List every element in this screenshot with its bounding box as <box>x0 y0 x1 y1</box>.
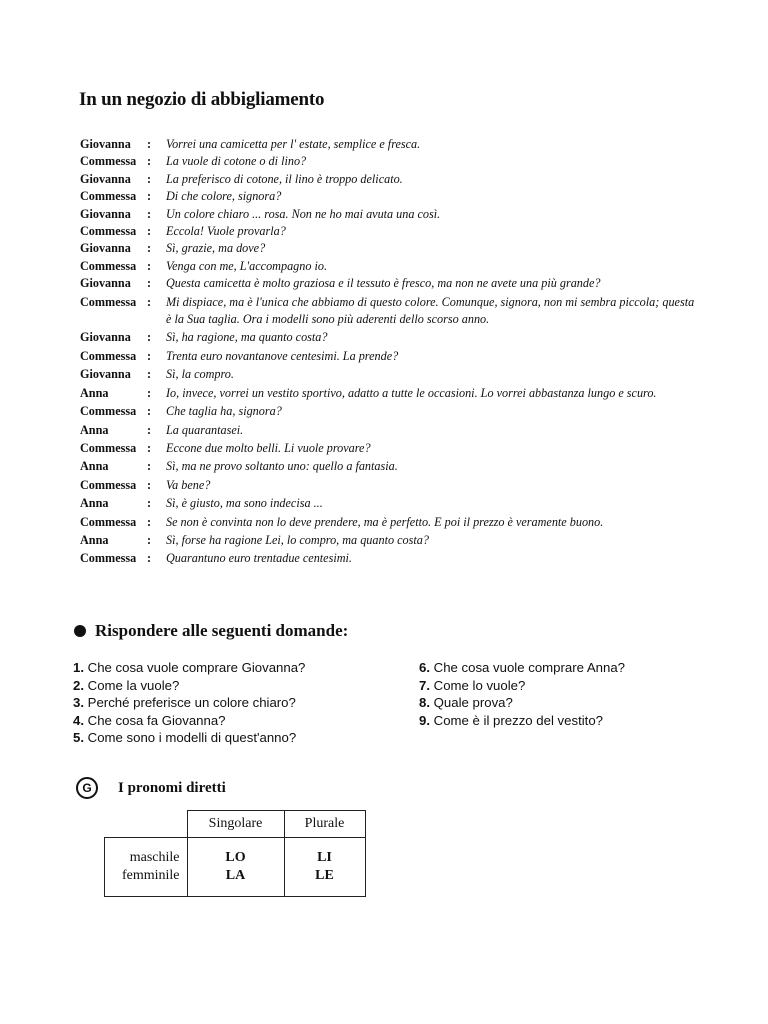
dialogue-line <box>80 240 700 257</box>
question-text: Come è il prezzo del vestito? <box>433 712 603 728</box>
speaker-separator: : <box>147 171 152 186</box>
question-item <box>73 712 305 730</box>
bullet-icon <box>74 625 86 637</box>
speaker-name: Commessa <box>80 514 137 529</box>
dialogue-line <box>80 275 700 292</box>
speaker-name: Anna <box>80 459 109 474</box>
speaker-name: Commessa <box>80 294 137 309</box>
speaker-separator: : <box>147 514 152 529</box>
speaker-name: Commessa <box>80 404 137 419</box>
dialogue-text: Eccone due molto belli. Li vuole provare? <box>166 440 371 455</box>
dialogue-line <box>80 188 700 205</box>
question-item <box>419 694 625 712</box>
speaker-name: Giovanna <box>80 137 131 151</box>
masc-plural: LI <box>317 850 332 865</box>
dialogue-text: Che taglia ha, signora? <box>166 404 282 419</box>
dialogue-text: Vorrei una camicetta per l' estate, semplice e fresca. <box>166 137 421 151</box>
speaker-name: Commessa <box>80 258 137 273</box>
dialogue-text: La quarantasei. <box>166 422 244 437</box>
question-item <box>73 729 305 747</box>
speaker-name: Commessa <box>80 189 137 204</box>
speaker-name: Commessa <box>80 440 137 455</box>
speaker-separator: : <box>147 532 152 547</box>
dialogue-text: Io, invece, vorrei un vestito sportivo, adatto a tutte le occasioni. Lo vorrei abbastanza lungo e scuro. <box>166 385 657 400</box>
speaker-name: Anna <box>80 422 109 437</box>
speaker-separator: : <box>147 137 152 151</box>
row-label-feminine: femminile <box>121 868 180 883</box>
speaker-separator: : <box>147 385 152 400</box>
dialogue-line <box>80 532 700 549</box>
dialogue-line <box>80 171 700 188</box>
question-item <box>419 677 625 695</box>
dialogue-text: Sì, è giusto, ma sono indecisa ... <box>166 496 323 511</box>
header-singular: Singolare <box>187 811 284 838</box>
question-number: 8. <box>419 695 430 711</box>
question-text: Perché preferisce un colore chiaro? <box>87 695 296 711</box>
speaker-separator: : <box>147 404 152 419</box>
speaker-name: Giovanna <box>80 206 131 221</box>
question-item <box>73 694 305 712</box>
page-title: In un negozio di abbigliamento <box>79 89 325 110</box>
dialogue-text: Un colore chiaro ... rosa. Non ne ho mai avuta una così. <box>166 206 441 221</box>
speaker-name: Giovanna <box>80 367 131 382</box>
speaker-separator: : <box>147 496 152 511</box>
question-text: Che cosa vuole comprare Giovanna? <box>87 660 306 675</box>
grammar-title: I pronomi diretti <box>118 779 226 796</box>
table-corner <box>105 811 188 838</box>
fem-plural: LE <box>315 868 334 883</box>
header-plural: Plurale <box>284 811 365 838</box>
question-item <box>419 712 625 730</box>
speaker-separator: : <box>147 422 152 437</box>
speaker-separator: : <box>147 241 152 256</box>
fem-singular: LA <box>225 868 246 883</box>
dialogue-line <box>80 458 700 475</box>
table-row <box>105 838 366 897</box>
question-number: 4. <box>73 712 84 728</box>
dialogue-text: Venga con me, L'accompagno io. <box>166 258 328 273</box>
question-number: 3. <box>73 695 84 711</box>
dialogue-text: Se non è convinta non lo deve prendere, ma è perfetto. E poi il prezzo è veramente buono. <box>166 514 604 529</box>
dialogue-line <box>80 477 700 494</box>
speaker-separator: : <box>147 551 152 566</box>
dialogue-text: La preferisco di cotone, il lino è troppo delicato. <box>166 171 403 186</box>
grammar-section <box>76 777 226 799</box>
dialogue-text: Sì, forse ha ragione Lei, lo compro, ma quanto costa? <box>166 532 429 547</box>
speaker-name: Commessa <box>80 477 137 492</box>
dialogue-text: La vuole di cotone o di lino? <box>166 154 307 169</box>
speaker-separator: : <box>147 258 152 273</box>
dialogue-text: Questa camicetta è molto graziosa e il tessuto è fresco, ma non ne avete una più grande? <box>166 276 601 291</box>
dialogue-line <box>80 136 700 153</box>
pronoun-table <box>104 810 366 897</box>
question-number: 6. <box>419 660 430 675</box>
question-text: Che cosa fa Giovanna? <box>87 712 226 728</box>
question-number: 2. <box>73 677 84 693</box>
dialogue-text: Trenta euro novantanove centesimi. La prende? <box>166 348 399 363</box>
dialogue-line <box>80 514 700 531</box>
dialogue-line <box>80 366 700 383</box>
speaker-name: Giovanna <box>80 276 131 291</box>
plural-values <box>284 838 365 897</box>
speaker-separator: : <box>147 294 152 309</box>
dialogue-text: Sì, ma ne provo soltanto uno: quello a fantasia. <box>166 459 398 474</box>
questions-heading <box>74 621 348 641</box>
question-number: 5. <box>73 730 84 746</box>
speaker-name: Commessa <box>80 551 137 566</box>
questions-heading-text: Rispondere alle seguenti domande: <box>95 621 349 640</box>
speaker-separator: : <box>147 348 152 363</box>
dialogue-line <box>80 348 700 365</box>
speaker-separator: : <box>147 276 152 291</box>
question-number: 1. <box>73 660 84 675</box>
dialogue <box>80 136 700 568</box>
dialogue-text: Va bene? <box>166 477 211 492</box>
questions-left-column <box>73 659 305 747</box>
question-item <box>73 659 305 677</box>
row-label-masculine: maschile <box>129 850 180 865</box>
section-g-icon: G <box>76 777 98 799</box>
dialogue-text: Sì, ha ragione, ma quanto costa? <box>166 330 328 345</box>
speaker-separator: : <box>147 367 152 382</box>
speaker-separator: : <box>147 206 152 221</box>
dialogue-line <box>80 550 700 567</box>
question-item <box>73 677 305 695</box>
speaker-name: Commessa <box>80 224 137 239</box>
speaker-name: Giovanna <box>80 241 131 256</box>
dialogue-line <box>80 294 700 329</box>
dialogue-line <box>80 385 700 402</box>
speaker-separator: : <box>147 459 152 474</box>
dialogue-text: Quarantuno euro trentadue centesimi. <box>166 551 352 566</box>
table-header-row <box>105 811 366 838</box>
speaker-name: Anna <box>80 532 109 547</box>
question-text: Che cosa vuole comprare Anna? <box>433 660 626 675</box>
dialogue-line <box>80 223 700 240</box>
row-labels <box>105 838 188 897</box>
masc-singular: LO <box>225 850 246 865</box>
speaker-name: Commessa <box>80 154 137 169</box>
speaker-name: Giovanna <box>80 171 131 186</box>
questions-right-column <box>419 659 625 729</box>
speaker-name: Anna <box>80 385 109 400</box>
question-text: Come lo vuole? <box>433 677 526 693</box>
speaker-name: Commessa <box>80 348 137 363</box>
dialogue-line <box>80 329 700 346</box>
speaker-separator: : <box>147 189 152 204</box>
question-text: Come la vuole? <box>87 677 180 693</box>
dialogue-line <box>80 258 700 275</box>
dialogue-text: Sì, la compro. <box>166 367 234 382</box>
dialogue-line <box>80 403 700 420</box>
dialogue-line <box>80 206 700 223</box>
dialogue-line <box>80 440 700 457</box>
dialogue-text: Eccola! Vuole provarla? <box>166 224 286 239</box>
question-number: 7. <box>419 677 430 693</box>
singular-values <box>187 838 284 897</box>
speaker-separator: : <box>147 477 152 492</box>
question-text: Come sono i modelli di quest'anno? <box>87 730 297 746</box>
speaker-separator: : <box>147 224 152 239</box>
question-text: Quale prova? <box>433 695 513 711</box>
speaker-separator: : <box>147 330 152 345</box>
dialogue-line <box>80 495 700 512</box>
question-item <box>419 659 625 677</box>
speaker-separator: : <box>147 154 152 169</box>
speaker-separator: : <box>147 440 152 455</box>
dialogue-text: Sì, grazie, ma dove? <box>166 241 266 256</box>
dialogue-text: Di che colore, signora? <box>166 189 282 204</box>
dialogue-text: Mi dispiace, ma è l'unica che abbiamo di questo colore. Comunque, signora, non mi sembra piccola; questa è la Sua taglia. Ora i modelli sono più aderenti dello scorso anno. <box>166 294 695 327</box>
question-number: 9. <box>419 712 430 728</box>
dialogue-line <box>80 153 700 170</box>
speaker-name: Giovanna <box>80 330 131 345</box>
speaker-name: Anna <box>80 496 109 511</box>
dialogue-line <box>80 422 700 439</box>
